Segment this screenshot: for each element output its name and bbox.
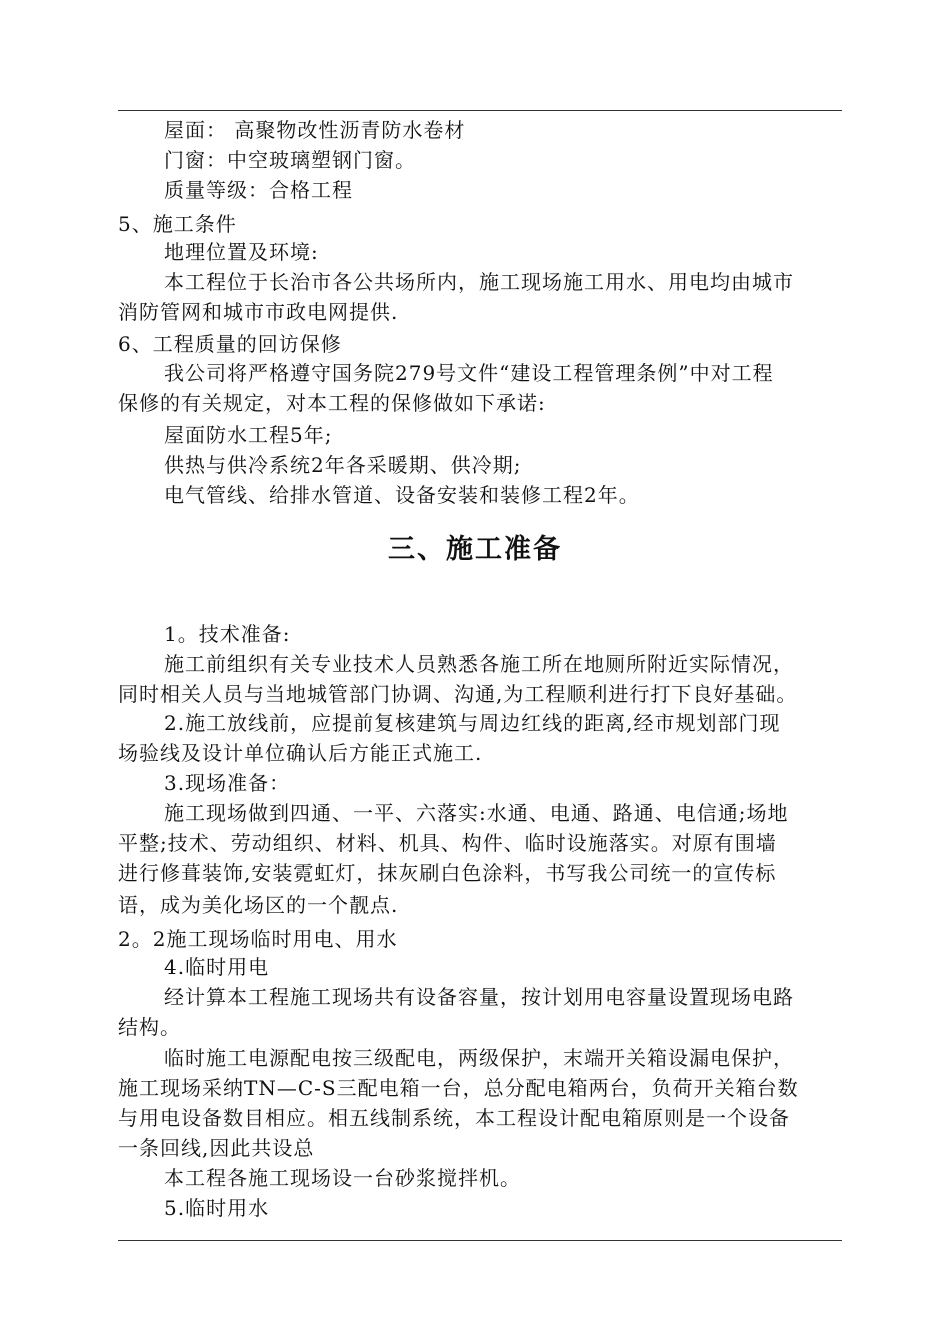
paragraph-line: 临时施工电源配电按三级配电，两级保护，末端开关箱设漏电保护， (164, 1046, 794, 1070)
header-rule (118, 110, 842, 111)
paragraph-line: 同时相关人员与当地城管部门协调、沟通,为工程顺利进行打下良好基础。 (118, 682, 798, 706)
subsection-heading: 5、施工条件 (118, 212, 237, 236)
paragraph-line: 与用电设备数目相应。相五线制系统，本工程设计配电箱原则是一个设备 (118, 1106, 790, 1130)
paragraph-line: 地理位置及环境: (164, 240, 319, 264)
paragraph-line: 保修的有关规定，对本工程的保修做如下承诺: (118, 391, 546, 415)
paragraph-line: 施工现场做到四通、一平、六落实:水通、电通、路通、电信通;场地 (164, 801, 789, 825)
paragraph-line: 结构。 (118, 1015, 181, 1039)
paragraph-line: 电气管线、给排水管道、设备安装和装修工程2年。 (164, 483, 640, 507)
paragraph-line: 进行修葺装饰,安装霓虹灯，抹灰刷白色涂料，书写我公司统一的宣传标 (118, 861, 777, 885)
footer-rule (118, 1240, 842, 1241)
paragraph-line: 本工程各施工现场设一台砂浆搅拌机。 (164, 1166, 521, 1190)
section-heading: 三、施工准备 (388, 534, 562, 565)
paragraph-line: 5.临时用水 (164, 1196, 270, 1220)
paragraph-line: 经计算本工程施工现场共有设备容量，按计划用电容量设置现场电路 (164, 985, 794, 1009)
paragraph-line: 质量等级：合格工程 (164, 178, 353, 202)
paragraph-line: 场验线及设计单位确认后方能正式施工. (118, 741, 483, 765)
paragraph-line: 一条回线,因此共设总 (118, 1136, 315, 1160)
paragraph-line: 本工程位于长治市各公共场所内，施工现场施工用水、用电均由城市 (164, 270, 794, 294)
paragraph-line: 4.临时用电 (164, 955, 270, 979)
paragraph-line: 施工现场采纳TN—C-S三配电箱一台，总分配电箱两台，负荷开关箱台数 (118, 1076, 799, 1100)
paragraph-line: 屋面： 高聚物改性沥青防水卷材 (164, 118, 466, 142)
paragraph-line: 1。技术准备: (164, 622, 291, 646)
paragraph-line: 供热与供冷系统2年各采暖期、供冷期; (164, 453, 522, 477)
subsection-heading: 2。2施工现场临时用电、用水 (118, 927, 398, 951)
paragraph-line: 门窗：中空玻璃塑钢门窗。 (164, 148, 416, 172)
paragraph-line: 平整;技术、劳动组织、材料、机具、构件、临时设施落实。对原有围墙 (118, 831, 777, 855)
paragraph-line: 施工前组织有关专业技术人员熟悉各施工所在地厕所附近实际情况， (164, 652, 794, 676)
paragraph-line: 我公司将严格遵守国务院279号文件“建设工程管理条例”中对工程 (164, 361, 774, 385)
paragraph-line: 消防管网和城市市政电网提供. (118, 300, 399, 324)
paragraph-line: 2.施工放线前，应提前复核建筑与周边红线的距离,经市规划部门现 (164, 711, 781, 735)
paragraph-line: 屋面防水工程5年; (164, 423, 333, 447)
paragraph-line: 3.现场准备： (164, 771, 291, 795)
paragraph-line: 语，成为美化场区的一个靓点. (118, 893, 399, 917)
subsection-heading: 6、工程质量的回访保修 (118, 332, 342, 356)
